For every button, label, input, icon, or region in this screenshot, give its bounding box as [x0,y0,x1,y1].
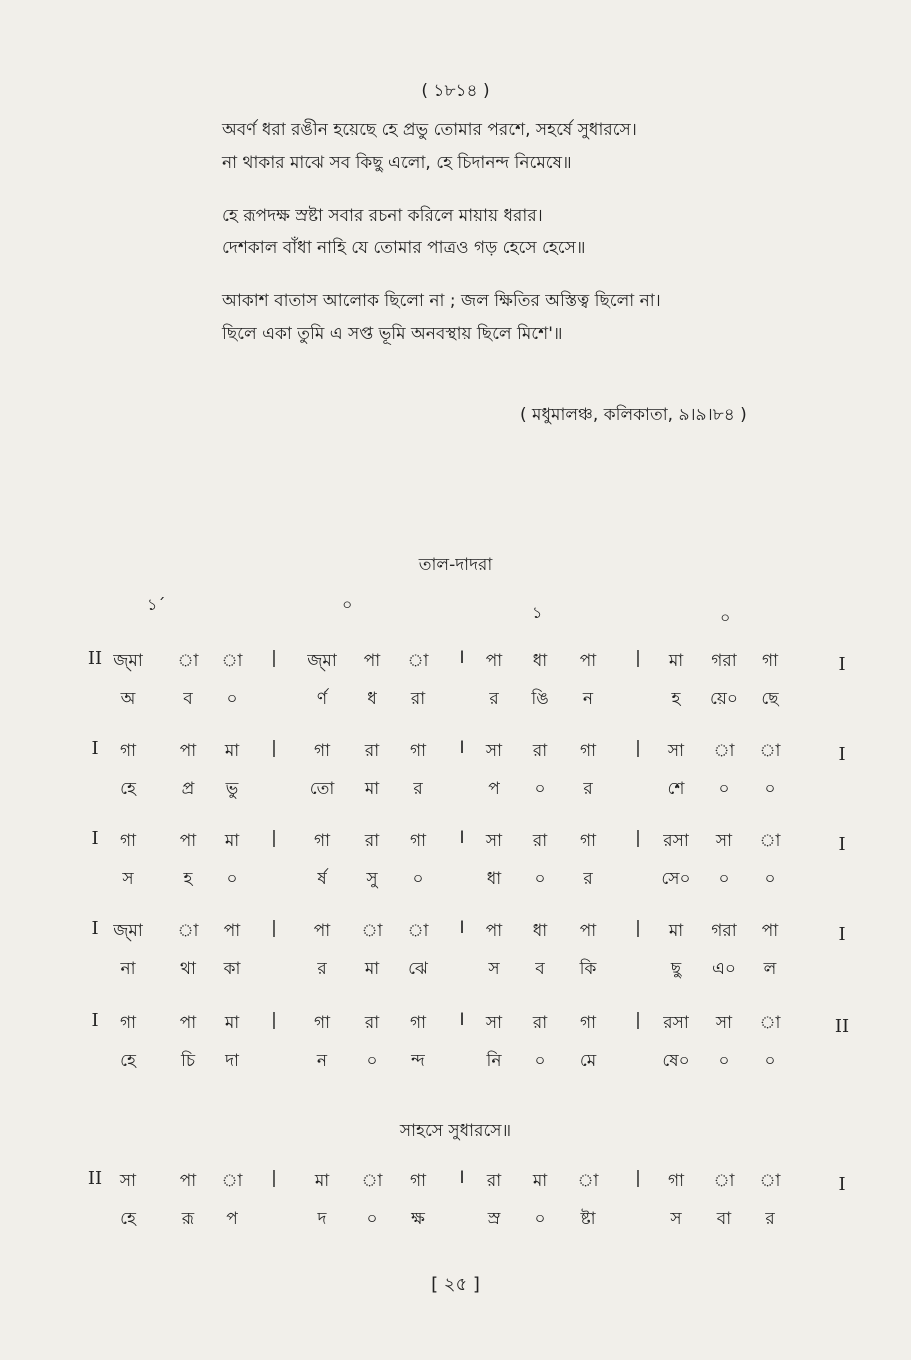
swara-note: রা [532,1013,548,1033]
end-barline: II [834,1016,850,1037]
swara-note: জ্মা [307,651,337,671]
notation-row-5 [0,1010,911,1090]
lyric-syllable: র্ষ [317,869,327,889]
swara-note: সা [667,741,685,761]
start-barline: II [87,1168,103,1189]
swara-note: গা [313,1013,331,1033]
lyric-syllable: স্র [487,1209,501,1229]
lyric-syllable: ০ [764,779,776,799]
swara-note: গা [579,741,597,761]
lyric-syllable: ০ [764,869,776,889]
swara-note: গরা [711,651,737,671]
lyric-syllable: ০ [718,869,730,889]
swara-note: গা [119,741,137,761]
lyric-syllable: এ০ [712,959,736,979]
lyric-syllable: কি [579,959,597,979]
swara-note: া [713,1171,735,1191]
swara-note: জ্মা [113,651,143,671]
swara-note: রা [364,1013,380,1033]
swara-note: রা [364,741,380,761]
swara-note: পা [223,921,241,941]
lyric-syllable: মে [579,1051,597,1071]
swara-note: া [713,741,735,761]
swara-note: পা [179,831,197,851]
swara-note: া [361,921,383,941]
beat-mark-3: ১ [532,603,543,622]
lyric-syllable: চি [180,1051,196,1071]
lyric-syllable: র [413,779,423,799]
lyric-syllable: ০ [412,869,424,889]
swara-note: পা [313,921,331,941]
beat-divider: | [271,1168,277,1188]
lyric-syllable: হে [120,1209,136,1229]
lyric-syllable: ব [535,959,545,979]
beat-divider: | [271,738,277,758]
lyric-syllable: হে [120,779,136,799]
lyric-syllable: হ [671,689,681,709]
page-number: [ ২৫ ] [431,1274,480,1295]
notation-row-2 [0,738,911,818]
swara-note: সা [119,1171,137,1191]
swara-note: গা [409,831,427,851]
swara-note: পা [579,921,597,941]
lyric-syllable: র [317,959,327,979]
lyric-syllable: সে০ [661,869,691,889]
lyric-syllable: প [226,1209,238,1229]
swara-note: গা [313,831,331,851]
lyric-syllable: ঝে [408,959,428,979]
beat-divider: | [271,918,277,938]
swara-note: া [361,1171,383,1191]
lyric-syllable: মা [364,959,380,979]
beat-divider: I [459,918,465,938]
swara-note: রসা [663,831,689,851]
beat-divider: I [459,648,465,668]
beat-divider: I [459,828,465,848]
poem-credit: ( মধুমালঞ্চ, কলিকাতা, ৯।৯।৮৪ ) [520,405,747,425]
lyric-syllable: অ [120,689,136,709]
swara-note: মা [668,921,684,941]
beat-divider: I [459,1010,465,1030]
lyric-syllable: ভু [225,779,239,799]
swara-note: গা [579,831,597,851]
swara-note: া [221,1171,243,1191]
beat-mark-4: ০ [720,608,731,627]
lyric-syllable: ০ [226,689,238,709]
poem-line-5: আকাশ বাতাস আলোক ছিলো না ; জল ক্ষিতির অস্তিত্ব ছিলো না। [222,291,661,311]
swara-note: া [407,921,429,941]
swara-note: গা [313,741,331,761]
swara-note: া [221,651,243,671]
lyric-syllable: তো [309,779,335,799]
swara-note: ধা [532,651,548,671]
lyric-syllable: ছু [670,959,682,979]
lyric-syllable: ০ [366,1209,378,1229]
swara-note: মা [224,741,240,761]
swara-note: রা [364,831,380,851]
lyric-syllable: ০ [534,869,546,889]
beat-divider: | [271,1010,277,1030]
beat-divider: I [459,1168,465,1188]
lyric-syllable: দা [225,1051,239,1071]
swara-note: া [177,651,199,671]
lyric-syllable: ন [316,1051,328,1071]
lyric-syllable: দ [317,1209,327,1229]
start-barline: I [91,918,99,939]
swara-note: া [759,1013,781,1033]
beat-divider: I [459,738,465,758]
end-barline: I [838,1174,846,1195]
swara-note: রা [486,1171,502,1191]
swara-note: রা [532,741,548,761]
swara-note: া [577,1171,599,1191]
lyric-syllable: ০ [764,1051,776,1071]
lyric-syllable: হ [183,869,193,889]
beat-divider: | [635,1168,641,1188]
notation-row-4 [0,918,911,998]
lyric-syllable: ল [763,959,777,979]
swara-note: মা [668,651,684,671]
poem-line-4: দেশকাল বাঁধা নাহি যে তোমার পাত্রও গড় হেসে হেসে॥ [222,238,586,258]
swara-note: া [407,651,429,671]
lyric-syllable: ধ [367,689,377,709]
swara-note: গা [409,741,427,761]
notation-subheading: সাহসে সুধারসে॥ [399,1121,512,1141]
lyric-syllable: ঙি [531,689,549,709]
beat-divider: | [635,738,641,758]
swara-note: মা [224,1013,240,1033]
lyric-syllable: ন [582,689,594,709]
lyric-syllable: ০ [534,779,546,799]
lyric-syllable: প [488,779,500,799]
swara-note: সা [485,741,503,761]
lyric-syllable: নি [486,1051,502,1071]
lyric-syllable: র [583,779,593,799]
swara-note: পা [179,1013,197,1033]
swara-note: া [759,741,781,761]
lyric-syllable: বা [716,1209,732,1229]
beat-divider: | [635,648,641,668]
lyric-syllable: ০ [534,1209,546,1229]
lyric-syllable: র [583,869,593,889]
swara-note: মা [314,1171,330,1191]
lyric-syllable: সু [366,869,378,889]
swara-note: া [759,1171,781,1191]
notation-row-1 [0,648,911,728]
swara-note: া [177,921,199,941]
lyric-syllable: ০ [718,779,730,799]
lyric-syllable: কা [223,959,241,979]
swara-note: জ্মা [113,921,143,941]
lyric-syllable: স [670,1209,682,1229]
lyric-syllable: স [488,959,500,979]
lyric-syllable: রূ [181,1209,195,1229]
lyric-syllable: ব [183,689,193,709]
start-barline: II [87,648,103,669]
swara-note: রসা [663,1013,689,1033]
poem-line-2: না থাকার মাঝে সব কিছু এলো, হে চিদানন্দ নিমেষে॥ [222,153,572,173]
swara-note: গা [667,1171,685,1191]
lyric-syllable: ন্দ [411,1051,425,1071]
lyric-syllable: ০ [718,1051,730,1071]
lyric-syllable: স [122,869,134,889]
swara-note: গরা [711,921,737,941]
swara-note: গা [409,1171,427,1191]
end-barline: I [838,924,846,945]
lyric-syllable: ধা [486,869,502,889]
poem-line-1: অবর্ণ ধরা রঙীন হয়েছে হে প্রভু তোমার পরশে, সহর্ষে সুধারসে। [222,120,637,140]
lyric-syllable: প্র [181,779,195,799]
lyric-syllable: র্ণ [316,689,328,709]
swara-note: গা [579,1013,597,1033]
swara-note: গা [119,1013,137,1033]
swara-note: সা [485,831,503,851]
lyric-syllable: য়ে০ [710,689,738,709]
lyric-syllable: ষে০ [662,1051,690,1071]
lyric-syllable: র [489,689,499,709]
swara-note: সা [485,1013,503,1033]
start-barline: I [91,828,99,849]
taal-heading: তাল-দাদরা [418,555,493,575]
end-barline: I [838,744,846,765]
poem-line-6: ছিলে একা তুমি এ সপ্ত ভূমি অনবস্থায় ছিলে মিশে'॥ [222,324,563,344]
swara-note: পা [761,921,779,941]
start-barline: I [91,1010,99,1031]
poem-line-3: হে রূপদক্ষ স্রষ্টা সবার রচনা করিলে মায়ায় ধরার। [222,206,543,226]
lyric-syllable: শে [667,779,685,799]
swara-note: সা [715,831,733,851]
beat-mark-1: ১´ [147,595,166,614]
swara-note: গা [761,651,779,671]
swara-note: মা [532,1171,548,1191]
swara-note: া [759,831,781,851]
swara-note: মা [224,831,240,851]
lyric-syllable: ক্ষ [411,1209,425,1229]
beat-divider: | [271,648,277,668]
lyric-syllable: ছে [761,689,779,709]
lyric-syllable: থা [180,959,196,979]
lyric-syllable: র [765,1209,775,1229]
beat-divider: | [635,918,641,938]
swara-note: পা [579,651,597,671]
swara-note: পা [363,651,381,671]
end-barline: I [838,654,846,675]
swara-note: ধা [532,921,548,941]
swara-note: পা [485,651,503,671]
lyric-syllable: ০ [534,1051,546,1071]
swara-note: পা [179,741,197,761]
beat-divider: | [271,828,277,848]
beat-divider: | [635,1010,641,1030]
end-barline: I [838,834,846,855]
start-barline: I [91,738,99,759]
swara-note: পা [485,921,503,941]
swara-note: গা [119,831,137,851]
swara-note: গা [409,1013,427,1033]
notation-row-3 [0,828,911,908]
lyric-syllable: ০ [366,1051,378,1071]
beat-mark-2: ০ [342,595,353,614]
lyric-syllable: ০ [226,869,238,889]
swara-note: পা [179,1171,197,1191]
swara-note: সা [715,1013,733,1033]
lyric-syllable: না [120,959,136,979]
notation-row-6 [0,1168,911,1248]
lyric-syllable: ষ্টা [580,1209,596,1229]
swara-note: রা [532,831,548,851]
lyric-syllable: রা [410,689,426,709]
lyric-syllable: মা [364,779,380,799]
lyric-syllable: হে [120,1051,136,1071]
page-header-ref: ( ১৮১৪ ) [421,81,490,101]
beat-divider: | [635,828,641,848]
